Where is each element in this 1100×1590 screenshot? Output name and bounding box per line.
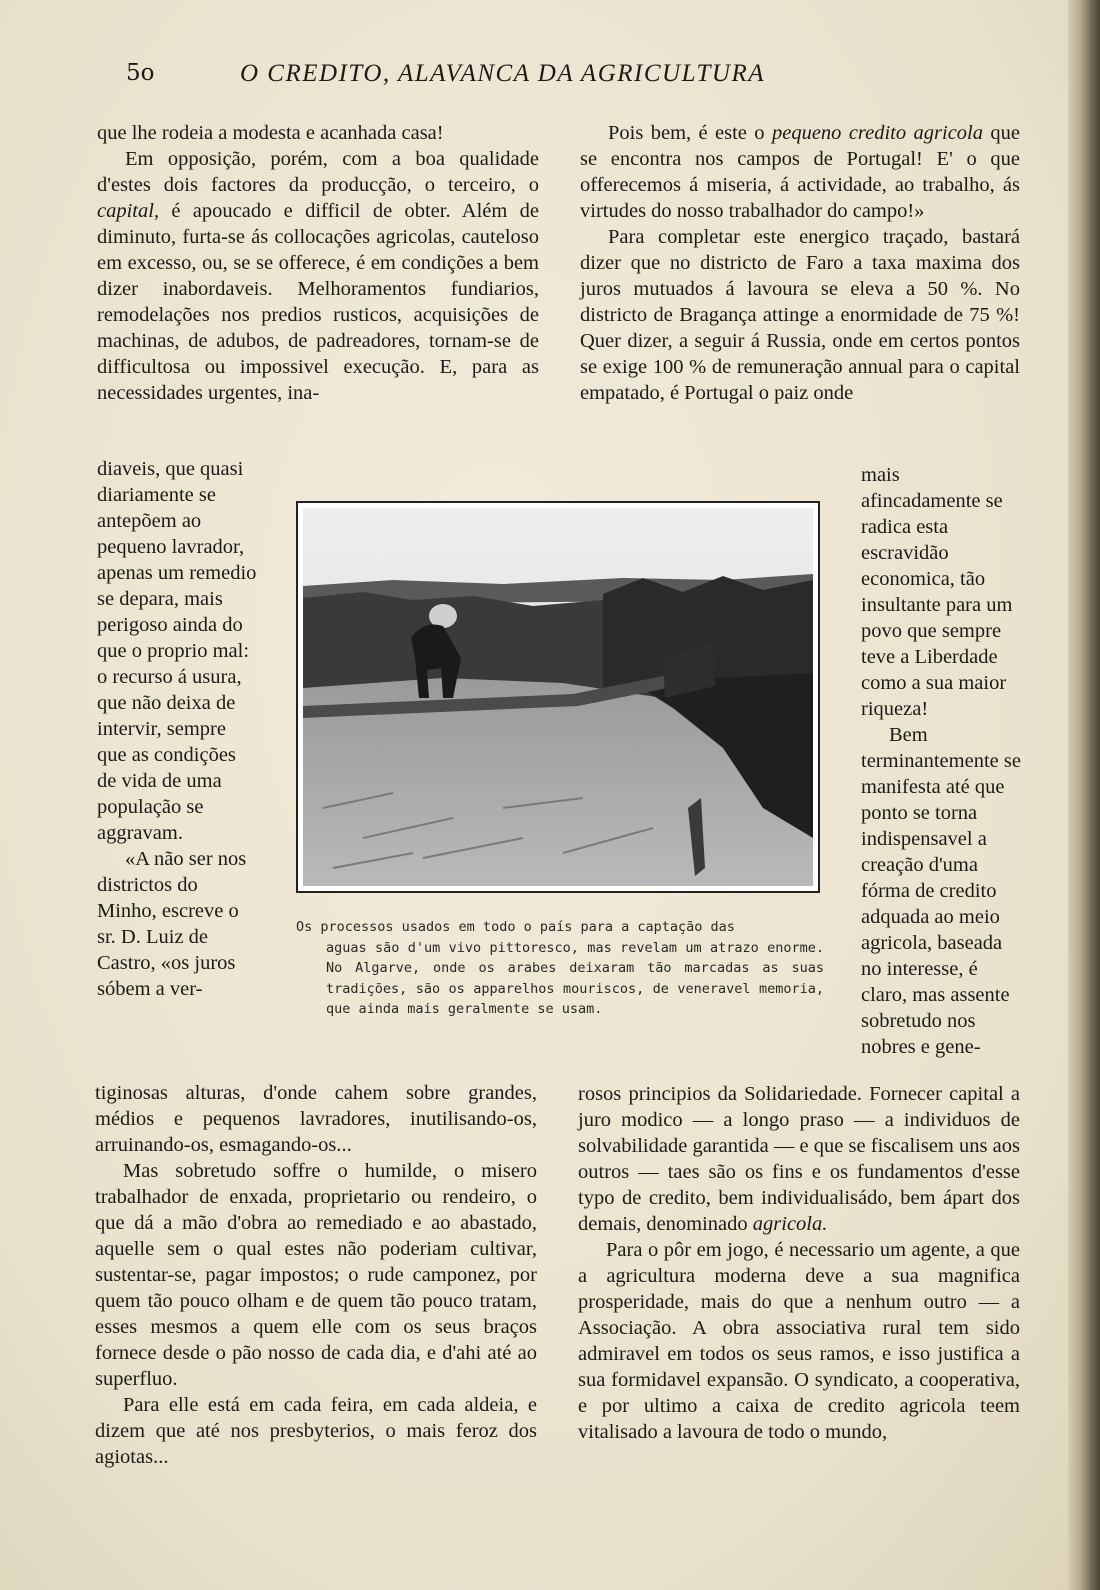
paragraph: Mas sobretudo soffre o humilde, o misero trabalhador de enxada, proprietario ou rendeiro, o que dá a mão d'obra ao remediado e ao abastado, aquelle sem o qual estes não poderiam cultivar, sustentar-se, pagar impostos; o rude camponez, por quem tão pouco olham e de quem tão pouco tratam, esses mesmos a quem elle com os seus braços fornece desde o pão nosso de cada dia, e d'ahi até ao superfluo. [95, 1160, 537, 1390]
page-number: 5o [126, 60, 155, 86]
paragraph: Para completar este energico traçado, bastará dizer que no districto de Faro a taxa maxima dos juros mutuados á lavoura se eleva a 50 %. No districto de Bragança attinge a enormidade de 75 %! Quer dizer, a seguir á Russia, onde em certos pontos se exige 100 % de remuneração annual para o capital empatado, é Portugal o paiz onde [580, 226, 1020, 404]
left-column-narrow [97, 456, 257, 1002]
paragraph: Em opposição, porém, com a boa qualidade d'estes dois factores da producção, o terceiro, o capital, é apoucado e difficil de obter. Além de diminuto, furta-se ás collocações agricolas, cauteloso em excesso, ou, se se offerece, é em condições a bem dizer inabordaveis. Melhoramentos fundiarios, remodelações nos predios rusticos, acquisições de machinas, de adubos, de padreadores, tornam-se de difficultosa ou impossivel execução. E, para as necessidades urgentes, ina- [97, 148, 539, 404]
paragraph: «A não ser nos districtos do Minho, escreve o sr. D. Luiz de Castro, «os juros sóbem a ver- [97, 848, 247, 1000]
paragraph: Pois bem, é este o pequeno credito agricola que se encontra nos campos de Portugal! E' o que offerecemos á miseria, á actividade, ao trabalho, ás virtudes do nosso trabalhador do campo!» [580, 122, 1020, 222]
left-column-bottom [95, 1080, 537, 1470]
paragraph: Para o pôr em jogo, é necessario um agente, a que a agricultura moderna deve a sua magnifica prosperidade, mais do que a nenhum outro — a Associação. A obra associativa rural tem sido admiravel em todos os seus ramos, e isso justifica a sua formidavel expansão. O syndicato, a cooperativa, e por ultimo a caixa de credito agricola teem vitalisado a lavoura de todo o mundo, [578, 1239, 1020, 1443]
right-column-top [580, 120, 1020, 406]
paragraph: Bem terminantemente se manifesta até que ponto se torna indispensavel a creação d'uma fórma de credito adquada ao meio agricola, baseada no interesse, é claro, mas assente sobretudo nos nobres e gene- [861, 724, 1021, 1058]
caption-continuation: aguas são d'um vivo pittoresco, mas revelam um atrazo enorme. No Algarve, onde os arabes deixaram tão marcadas as suas tradições, são os apparelhos mouriscos, de veneravel memoria, que ainda mais geralmente se usam. [326, 939, 824, 1017]
right-column-narrow [861, 462, 1021, 1060]
paragraph: Para elle está em cada feira, em cada aldeia, e dizem que até nos presbyterios, o mais feroz dos agiotas... [95, 1394, 537, 1468]
paragraph: rosos principios da Solidariedade. Fornecer capital a juro modico — a longo praso — a individuos de solvabilidade garantida — e que se fiscalisem uns aos outros — taes são os fins e os fundamentos d'esse typo de credito, bem individualisádo, bem ápart dos demais, denominado agricola. [578, 1083, 1020, 1235]
left-column-top [97, 120, 539, 406]
figure-caption [296, 917, 824, 1020]
paragraph: que lhe rodeia a modesta e acanhada casa! [97, 122, 444, 144]
paragraph: tiginosas alturas, d'onde cahem sobre grandes, médios e pequenos lavradores, inutilisando-os, arruinando-os, esmagando-os... [95, 1082, 537, 1156]
paragraph: mais afincadamente se radica esta escravidão economica, tão insultante para um povo que sempre teve a Liberdade como a sua maior riqueza! [861, 464, 1013, 720]
book-spine-shadow [1068, 0, 1100, 1590]
paragraph: diaveis, que quasi diariamente se antepõem ao pequeno lavrador, apenas um remedio se depara, mais perigoso ainda do que o proprio mal: o recurso á usura, que não deixa de intervir, sempre que as condições de vida de uma população se aggravam. [97, 458, 257, 844]
right-column-bottom [578, 1081, 1020, 1445]
running-title: O CREDITO, ALAVANCA DA AGRICULTURA [240, 60, 765, 87]
photograph-figure [296, 501, 820, 893]
irrigation-photo [303, 508, 813, 886]
caption-line: Os processos usados em todo o país para a captação das [296, 919, 735, 935]
